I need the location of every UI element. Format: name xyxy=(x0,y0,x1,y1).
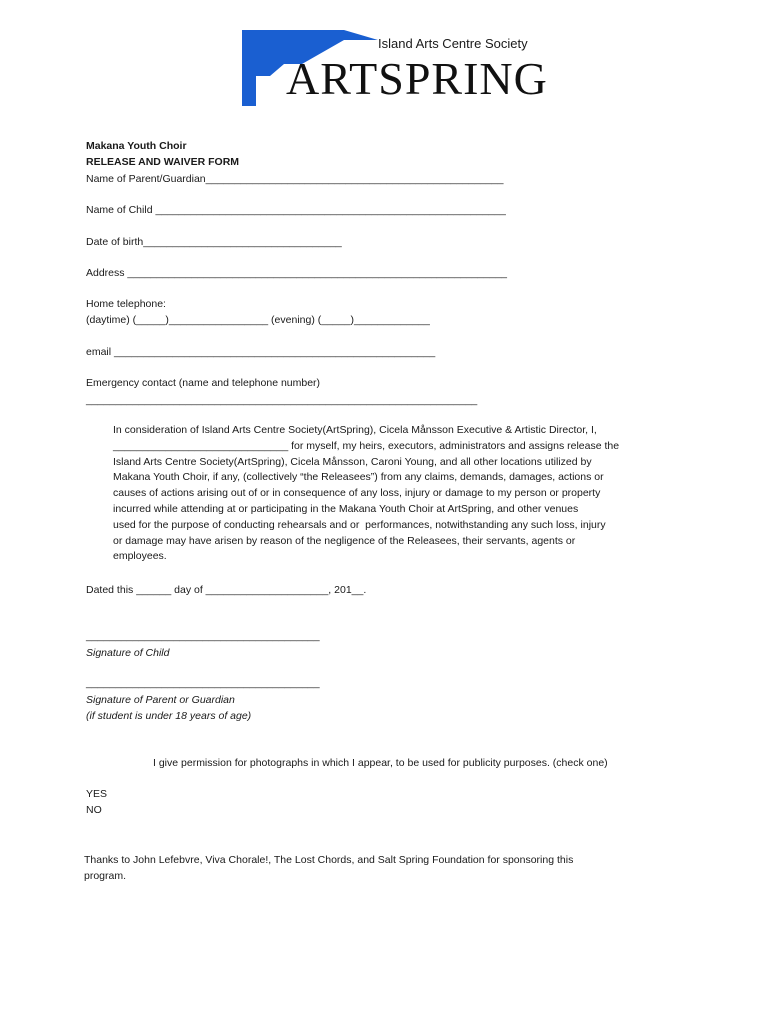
photo-permission-text: I give permission for photographs in which I appear, to be used for publicity purposes. (check one) xyxy=(153,757,608,769)
org-name: Island Arts Centre Society xyxy=(378,36,528,51)
email-field[interactable]: email _______________________________________________________ xyxy=(86,346,436,358)
release-line: or damage may have arisen by reason of the negligence of the Releasees, their servants, agents or xyxy=(113,534,576,547)
release-line[interactable]: ______________________________ for myself, my heirs, executors, administrators and assigns release the xyxy=(113,439,620,452)
choir-name: Makana Youth Choir xyxy=(86,140,187,152)
release-line: used for the purpose of conducting rehearsals and or performances, notwithstanding any such loss, injury xyxy=(113,518,606,531)
child-name-field[interactable]: Name of Child ____________________________________________________________ xyxy=(86,204,506,216)
release-line: causes of actions arising out of or in consequence of any loss, injury or damage to my person or property xyxy=(113,487,601,500)
brand-wordmark: ARTSPRING xyxy=(286,53,548,104)
thanks-line: Thanks to John Lefebvre, Viva Chorale!, The Lost Chords, and Salt Spring Foundation for sponsoring this xyxy=(84,854,574,866)
child-signature-line[interactable]: ________________________________________ xyxy=(86,630,320,642)
parent-signature-line[interactable]: ________________________________________ xyxy=(86,677,320,689)
telephone-fields[interactable]: (daytime) (_____)_________________ (evening) (_____)_____________ xyxy=(86,314,430,326)
thanks-line: program. xyxy=(84,870,127,882)
emergency-contact-label: Emergency contact (name and telephone number) xyxy=(86,377,321,389)
address-field[interactable]: Address _________________________________________________________________ xyxy=(86,267,508,279)
parent-signature-label: Signature of Parent or Guardian xyxy=(86,694,235,706)
emergency-contact-field[interactable]: ___________________________________________________________________ xyxy=(86,394,478,406)
release-line: In consideration of Island Arts Centre Society(ArtSpring), Cicela Månsson Executive & Artistic Director, I, xyxy=(113,424,597,436)
parent-signature-note: (if student is under 18 years of age) xyxy=(86,710,252,722)
photo-yes-option[interactable]: YES xyxy=(86,788,108,800)
release-paragraph xyxy=(113,423,673,565)
artspring-logo xyxy=(240,26,548,108)
form-title: RELEASE AND WAIVER FORM xyxy=(86,156,240,168)
photo-no-option[interactable]: NO xyxy=(86,804,102,816)
home-telephone-label: Home telephone: xyxy=(86,298,166,310)
parent-name-field[interactable]: Name of Parent/Guardian___________________________________________________ xyxy=(86,173,504,185)
release-line: employees. xyxy=(113,550,167,563)
release-line: Makana Youth Choir, if any, (collectively “the Releasees”) from any claims, demands, damages, actions or xyxy=(113,471,604,484)
dated-field[interactable]: Dated this ______ day of _____________________, 201__. xyxy=(86,584,367,596)
release-line: incurred while attending at or participating in the Makana Youth Choir at ArtSpring, and other venues xyxy=(113,502,579,515)
dob-field[interactable]: Date of birth__________________________________ xyxy=(86,236,342,248)
release-line: Island Arts Centre Society(ArtSpring), Cicela Månsson, Caroni Young, and all other locations utilized by xyxy=(113,455,592,468)
child-signature-label: Signature of Child xyxy=(86,647,170,659)
